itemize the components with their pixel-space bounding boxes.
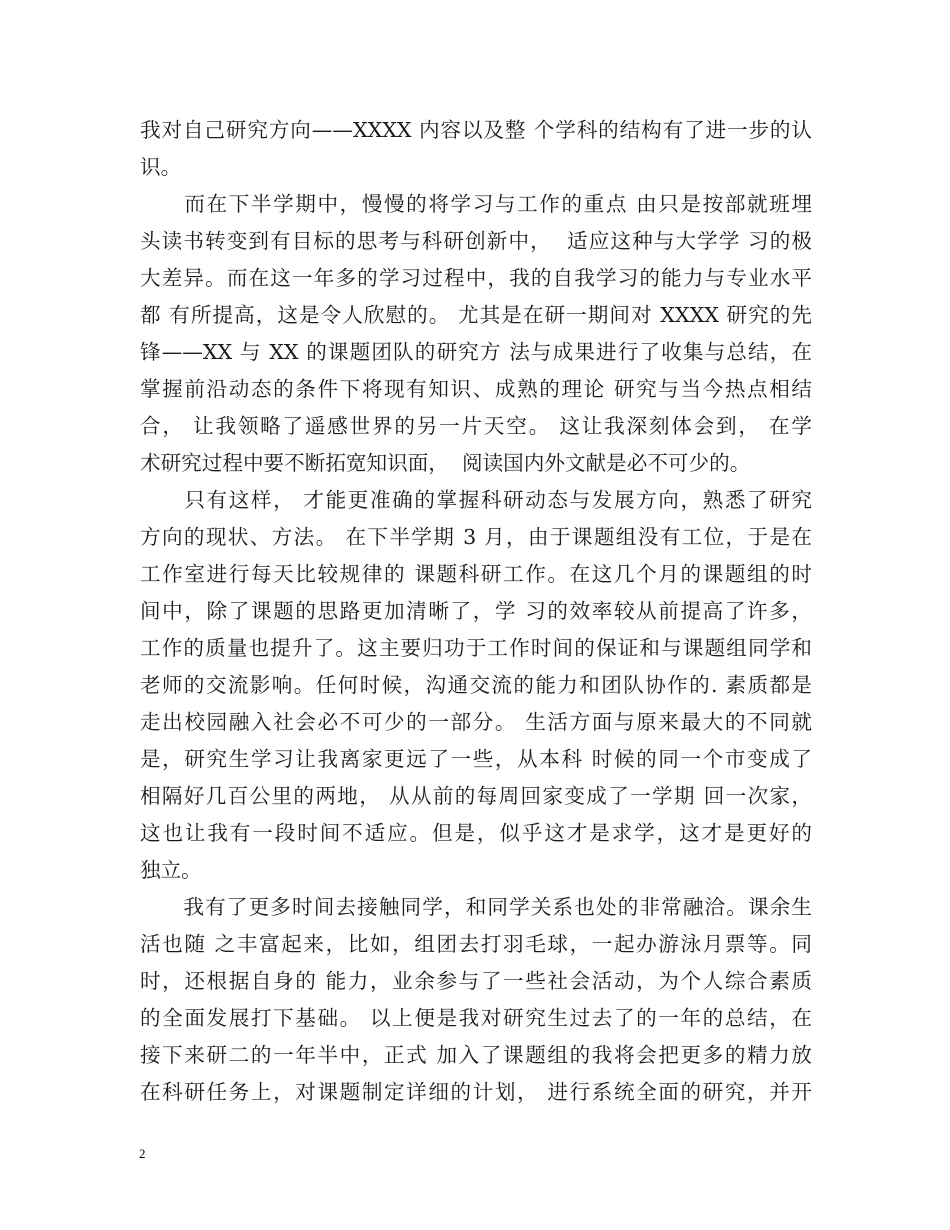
text-line: 走出校园融入社会必不可少的一部分。 生活方面与原来最大的不同就 [140, 710, 812, 734]
text-line: 相隔好几百公里的两地， 从从前的每周回家变成了一学期 回一次家， [140, 784, 812, 808]
text-line: 我对自己研究方向——XXXX 内容以及整 个学科的结构有了进一步的认 [140, 118, 812, 142]
text-line: 接下来研二的一年半中，正式 加入了课题组的我将会把更多的精力放 [140, 1043, 812, 1067]
page-number: 2 [139, 1146, 146, 1161]
text-line: 活也随 之丰富起来，比如，组团去打羽毛球，一起办游泳月票等。同 [140, 932, 812, 956]
body-text [140, 112, 812, 1111]
text-line: 时，还根据自身的 能力，业余参与了一些社会活动，为个人综合素质 [140, 969, 812, 993]
text-line: 老师的交流影响。任何时候，沟通交流的能力和团队协作的. 素质都是 [140, 673, 812, 697]
text-line: 工作的质量也提升了。这主要归功于工作时间的保证和与课题组同学和 [140, 636, 812, 660]
text-line: 头读书转变到有目标的思考与科研创新中， 适应这种与大学学 习的极 [140, 229, 812, 253]
text-line: 锋——XX 与 XX 的课题团队的研究方 法与成果进行了收集与总结，在 [140, 340, 812, 364]
text-line: 而在下半学期中，慢慢的将学习与工作的重点 由只是按部就班埋 [140, 192, 812, 216]
text-line: 工作室进行每天比较规律的 课题科研工作。在这几个月的课题组的时 [140, 562, 812, 586]
text-line: 是，研究生学习让我离家更远了一些，从本科 时候的同一个市变成了 [140, 747, 812, 771]
text-line: 掌握前沿动态的条件下将现有知识、成熟的理论 研究与当今热点相结 [140, 377, 812, 401]
text-line: 方向的现状、方法。 在下半学期 3 月，由于课题组没有工位，于是在 [140, 525, 812, 549]
text-line: 在科研任务上，对课题制定详细的计划， 进行系统全面的研究，并开 [140, 1080, 812, 1104]
text-line: 独立。 [140, 858, 202, 882]
text-line: 间中，除了课题的思路更加清晰了，学 习的效率较从前提高了许多， [140, 599, 812, 623]
text-line: 术研究过程中要不断拓宽知识面， 阅读国内外文献是必不可少的。 [140, 451, 751, 475]
text-line: 大差异。而在这一年多的学习过程中，我的自我学习的能力与专业水平 [140, 266, 812, 290]
text-line: 这也让我有一段时间不适应。但是，似乎这才是求学，这才是更好的 [140, 821, 812, 845]
text-line: 都 有所提高，这是令人欣慰的。 尤其是在研一期间对 XXXX 研究的先 [140, 303, 812, 327]
text-line: 识。 [140, 155, 182, 179]
text-line: 我有了更多时间去接触同学，和同学关系也处的非常融洽。课余生 [140, 895, 812, 919]
text-line: 只有这样， 才能更准确的掌握科研动态与发展方向，熟悉了研究 [140, 488, 812, 512]
text-line: 合， 让我领略了遥感世界的另一片天空。 这让我深刻体会到， 在学 [140, 414, 812, 438]
text-line: 的全面发展打下基础。 以上便是我对研究生过去了的一年的总结，在 [140, 1006, 812, 1030]
